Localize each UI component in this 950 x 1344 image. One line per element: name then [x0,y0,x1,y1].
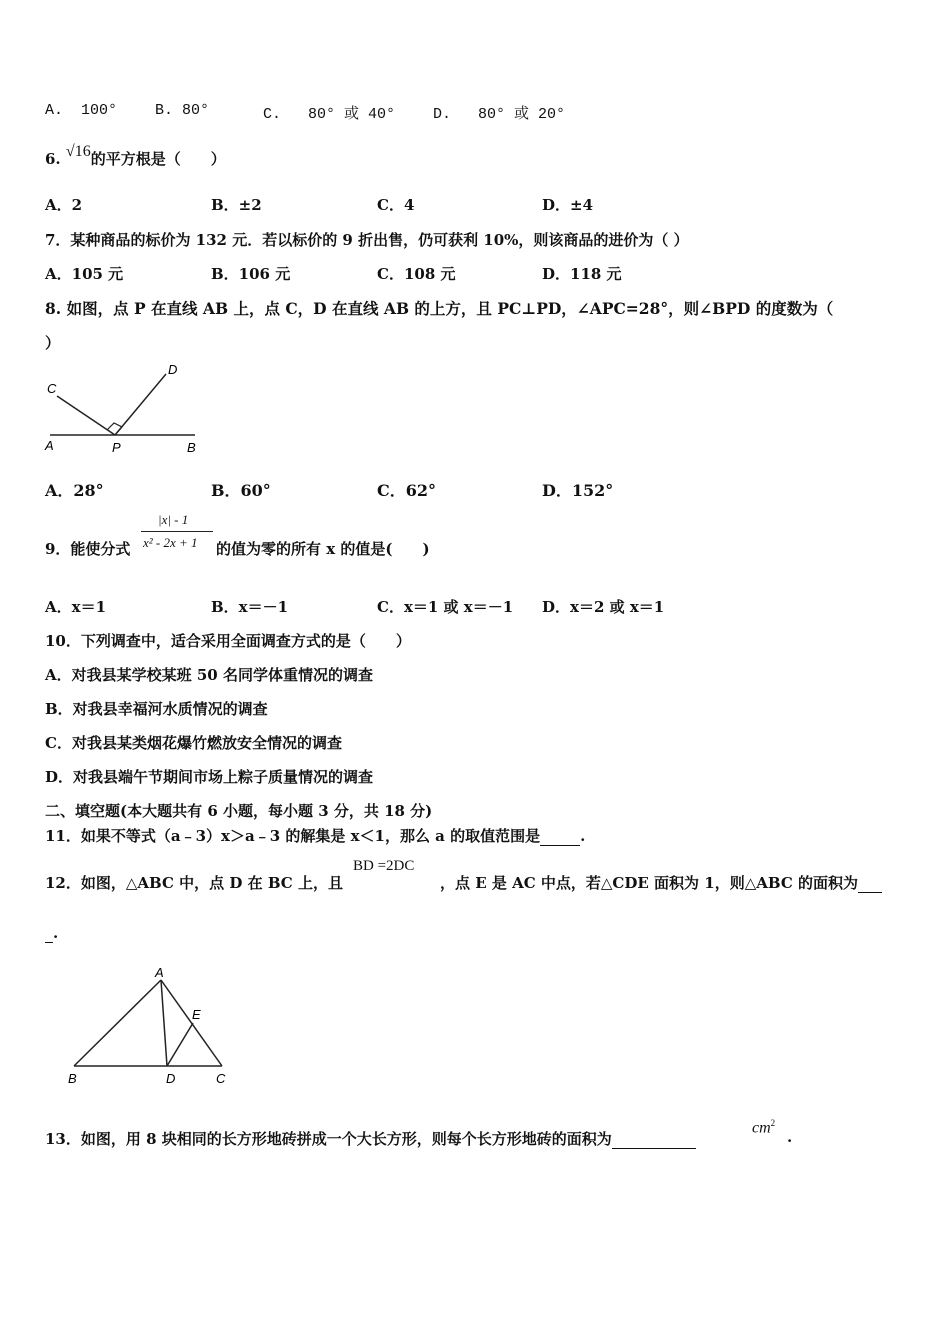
q9-denominator: x² - 2x + 1 [143,535,198,550]
q6-radical: √16 [65,143,91,160]
label-d: D [166,1071,176,1086]
q11-stem [45,825,585,846]
label-b: B [68,1071,77,1086]
q9-prefix: 9．能使分式 [45,540,131,558]
q5-option-d: D. 80° 或 20° [433,106,566,123]
q10-option-d: D．对我县端午节期间市场上粽子质量情况的调查 [45,768,374,786]
q9-suffix: 的值为零的所有 x 的值是( ) [216,540,430,558]
q12-figure [60,963,240,1093]
q6-stem [45,143,226,169]
q5-option-b: B. 80° [155,102,210,119]
q9-option-a: A．x＝1 [45,598,107,616]
q10-option-a: A．对我县某学校某班 50 名同学体重情况的调查 [45,666,373,684]
q7-option-b: B．106 元 [211,265,291,283]
q10-option-b: B．对我县幸福河水质情况的调查 [45,700,268,718]
q12-end-line [45,924,58,943]
q7-stem: 7．某种商品的标价为 132 元．若以标价的 9 折出售，仍可获利 10%，则该商品的进价为（ ） [45,231,689,249]
q13-answer-blank [612,1130,696,1149]
q6-option-c: C．4 [377,196,415,214]
segment-ad [161,980,167,1066]
q7-option-d: D．118 元 [542,265,622,283]
label-b: B [187,440,196,455]
q8-option-b: B．60° [211,481,271,500]
q12-answer-blank-cont [45,924,53,943]
q12-suffix-text: ，点 E 是 AC 中点，若△CDE 面积为 1，则△ABC 的面积为 [440,874,858,892]
q13-unit-text: cm [752,1119,771,1137]
q12-prefix: 12．如图，△ABC 中，点 D 在 BC 上，且 [45,874,343,892]
q5-option-c: C. 80° 或 40° [263,106,396,123]
q6-option-d: D．±4 [542,196,594,214]
q5-option-a: A. 100° [45,102,118,119]
segment-ab [74,980,161,1066]
label-d: D [168,362,178,377]
q13-text: 13．如图，用 8 块相同的长方形地砖拼成一个大长方形，则每个长方形地砖的面积为 [45,1130,612,1148]
q13-end: . [787,1128,793,1146]
q12-suffix [440,872,882,893]
label-a: A [45,438,54,453]
q6-text: 的平方根是（ ） [90,150,226,168]
q9-option-b: B．x＝－1 [211,598,289,616]
label-p: P [112,440,121,455]
label-c: C [47,381,57,396]
q12-answer-blank [858,874,882,893]
q10-stem: 10．下列调查中，适合采用全面调查方式的是（ ） [45,632,411,650]
q9-numerator: |x| - 1 [158,512,189,527]
segment-de [167,1023,193,1066]
q8-stem: 8. 如图，点 P 在直线 AB 上，点 C，D 在直线 AB 的上方，且 PC⊥PD，∠APC=28°，则∠BPD 的度数为（ [45,299,834,318]
q8-option-c: C．62° [377,481,437,500]
q6-option-a: A．2 [45,196,83,214]
q11-text: 11．如果不等式（a﹣3）x＞a﹣3 的解集是 x＜1，那么 a 的取值范围是 [45,827,541,845]
q7-option-a: A．105 元 [45,265,124,283]
section-2-title: 二、填空题(本大题共有 6 小题，每小题 3 分，共 18 分) [45,802,433,820]
q11-end: . [580,827,586,845]
q9-option-d: D．x＝2 或 x＝1 [542,598,665,616]
q6-number: 6. [45,150,61,168]
q8-option-a: A．28° [45,481,104,500]
q13-stem [45,1128,696,1149]
q13-unit-exp: 2 [770,1118,776,1128]
q9-option-c: C．x＝1 或 x＝－1 [377,598,514,616]
label-a: A [155,965,164,980]
ray-pc [57,396,115,435]
q8-stem-end: ） [45,334,61,352]
right-angle-mark [107,423,122,435]
q11-answer-blank [540,827,580,846]
segment-ac [161,980,222,1066]
q12-formula: BD =2DC [353,858,415,874]
q10-option-c: C．对我县某类烟花爆竹燃放安全情况的调查 [45,734,342,752]
label-e: E [192,1007,201,1022]
q8-option-d: D．152° [542,481,614,500]
ray-pd [115,374,166,435]
q6-option-b: B．±2 [211,196,262,214]
q13-unit [752,1118,775,1137]
q8-figure [40,360,205,460]
label-c: C [216,1071,226,1086]
q7-option-c: C．108 元 [377,265,456,283]
q9-fraction-bar [141,531,213,532]
q12-end: . [53,924,59,942]
